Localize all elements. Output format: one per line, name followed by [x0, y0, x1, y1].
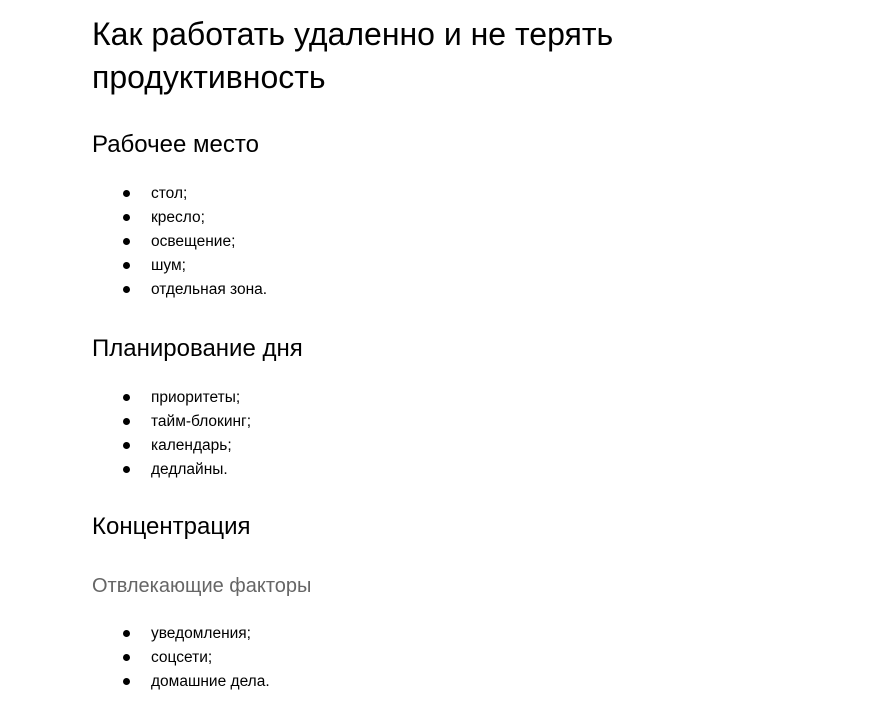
bullet-icon [123, 678, 130, 685]
list-item-text: стол; [151, 185, 188, 202]
bullet-icon [123, 238, 130, 245]
list-item [92, 410, 251, 434]
list-item-text: освещение; [151, 233, 236, 250]
distractions-list [92, 622, 270, 694]
bullet-icon [123, 394, 130, 401]
list-item-text: соцсети; [151, 649, 213, 666]
section-heading-concentration: Концентрация [92, 513, 251, 540]
workplace-list [92, 182, 267, 302]
list-item [92, 670, 270, 694]
bullet-icon [123, 286, 130, 293]
bullet-icon [123, 654, 130, 661]
list-item-text: шум; [151, 257, 186, 274]
list-item-text: тайм-блокинг; [151, 413, 252, 430]
list-item [92, 434, 251, 458]
list-item [92, 206, 267, 230]
list-item [92, 278, 267, 302]
list-item [92, 622, 270, 646]
bullet-icon [123, 190, 130, 197]
list-item [92, 230, 267, 254]
list-item [92, 646, 270, 670]
section-heading-workplace: Рабочее место [92, 131, 259, 158]
bullet-icon [123, 442, 130, 449]
list-item [92, 182, 267, 206]
list-item [92, 254, 267, 278]
list-item-text: уведомления; [151, 625, 251, 642]
bullet-icon [123, 418, 130, 425]
bullet-icon [123, 214, 130, 221]
list-item-text: домашние дела. [151, 673, 270, 690]
list-item-text: кресло; [151, 209, 205, 226]
list-item-text: календарь; [151, 437, 232, 454]
list-item [92, 458, 251, 482]
day-planning-list [92, 386, 251, 482]
section-heading-day-planning: Планирование дня [92, 335, 303, 362]
list-item-text: дедлайны. [151, 461, 228, 478]
bullet-icon [123, 466, 130, 473]
bullet-icon [123, 262, 130, 269]
list-item [92, 386, 251, 410]
bullet-icon [123, 630, 130, 637]
subsection-heading-distractions: Отвлекающие факторы [92, 575, 312, 597]
document-title: Как работать удаленно и не терять продуктивность [92, 16, 614, 95]
list-item-text: приоритеты; [151, 389, 241, 406]
list-item-text: отдельная зона. [151, 281, 268, 298]
